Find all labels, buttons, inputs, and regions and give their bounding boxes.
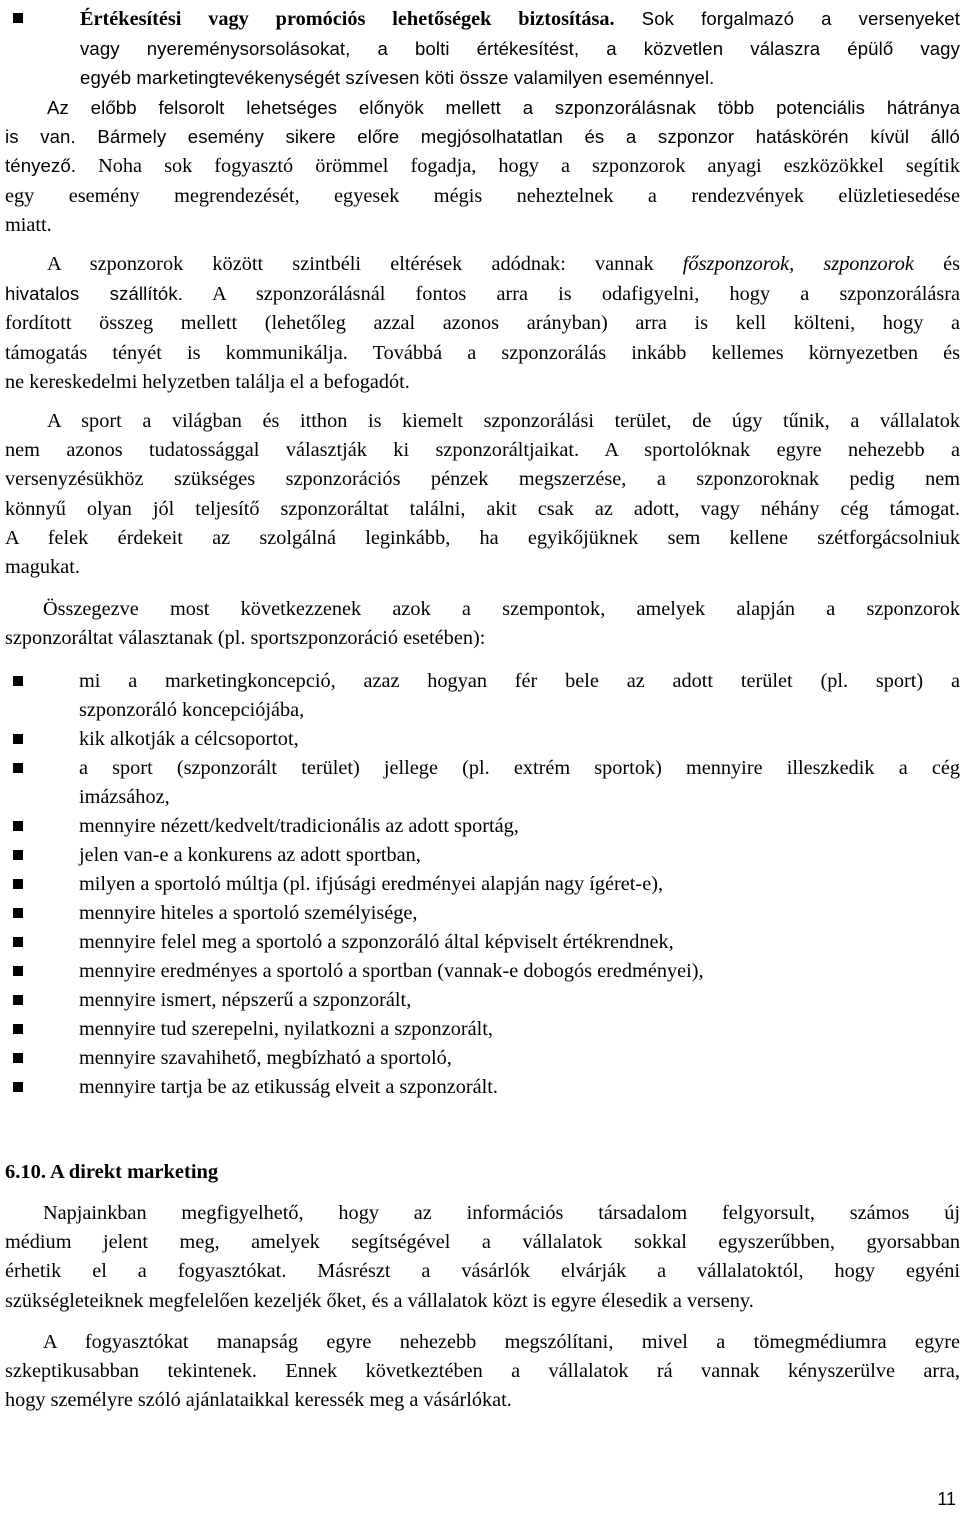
paragraph-summary: Összegezve most következzenek azok a szempontok, amelyek alapján a szponzorok szponzoráltat választanak (pl. sportszponzoráció esetében): — [5, 598, 960, 650]
paragraph-disadvantages: Az előbb felsorolt lehetséges előnyök mellett a szponzorálásnak több potenciális hátránya is van. Bármely esemény sikere előre megjósolhatatlan és a szponzor hatáskörén kívül álló tényező. Noha sok fogyasztó örömmel fogadja, hogy a szponzorok anyagi eszközökkel segítik egy esemény megrendezését, egyesek mégis neheztelnek a rendezvények elüzletiesedése miatt. — [5, 97, 960, 236]
paragraph-sponsor-levels: A szponzorok között szintbéli eltérések adódnak: vannak főszponzorok, szponzorok és hivatalos szállítók. A szponzorálásnál fontos arra is odafigyelni, hogy a szponzorálásra fordított összeg mellett (lehetőleg azzal azonos arányban) arra is kell költeni, hogy a támogatás tényét is kommunikálja. Továbbá a szponzorálás inkább kellemes környezetben és ne kereskedelmi helyzetben találja el a befogadót. — [5, 253, 960, 393]
square-bullet-icon — [13, 676, 23, 686]
paragraph-direct-marketing-2: A fogyasztókat manapság egyre nehezebb megszólítani, mivel a tömegmédiumra egyre szkeptikusabban tekintenek. Ennek következtében a vállalatok rá vannak kényszerülve arra, hogy személyre szóló ajánlataikkal keressék meg a vásárlókat. — [5, 1331, 960, 1412]
square-bullet-icon — [13, 1053, 23, 1063]
square-bullet-icon — [13, 821, 23, 831]
square-bullet-icon — [13, 1024, 23, 1034]
square-bullet-icon — [13, 13, 23, 23]
square-bullet-icon — [13, 763, 23, 773]
square-bullet-icon — [13, 995, 23, 1005]
promo-bold-lead: Értékesítési vagy promóciós lehetőségek biztosítása. — [80, 8, 615, 30]
section-heading: 6.10. A direkt marketing — [5, 1161, 219, 1183]
document-page: Értékesítési vagy promóciós lehetőségek biztosítása. Sok forgalmazó a versenyeket vagy nyereménysorsolásokat, a bolti értékesítést, a közvetlen válaszra épülő vagy egyéb marketingtevékenységét szívesen köti össze valamilyen eseménnyel. Az előbb felsorolt lehetséges előnyök mellett a szponzorálásnak több potenciális hátránya is van. Bármely esemény sikere előre megjósolhatatlan és a szponzor hatáskörén kívül álló tényező. Noha sok fogyasztó örömmel fogadja, hogy a szponzorok anyagi eszközökkel segítik egy esemény megrendezését, egyesek mégis neheztelnek a rendezvények elüzletiesedése miatt. A szponzorok között szintbéli eltérések adódnak: vannak főszponzorok, szponzorok és hivatalos szállítók. A szponzorálásnál fontos arra is odafigyelni, hogy a szponzorálásra fordított összeg mellett (lehetőleg azzal azonos arányban) arra is kell költeni, hogy a támogatás tényét is kommunikálja. Továbbá a szponzorálás inkább kellemes környezetben és ne kereskedelmi helyzetben találja el a befogadót. A sport a világban és itthon is kiemelt szponzorálási terület, de úgy tűnik, a vállalatok nem azonos tudatossággal választják ki szponzoráltjaikat. A sportolóknak egyre nehezebb a versenyzésükhöz szükséges szponzorációs pénzek megszerzése, a szponzoroknak pedig nem könnyű olyan jól teljesítő szponzoráltat találni, akit csak az adott, vagy néhány cég támogat. A felek érdekeit az szolgálná leginkább, ha egyikőjüknek sem kellene szétforgácsolniuk magukat. Összegezve most következzenek azok a szempontok, amelyek alapján a szponzorok szponzoráltat választanak (pl. sportszponzoráció esetében): mi a marketingkoncepció, azaz hogyan fér bele az adott terület (pl. sport) a szponzoráló koncepciójába, kik alkotják a célcsoportot, a sport (szponzorált terület) jellege (pl. extrém sportok) mennyire illeszkedik a cég imázsához, mennyire nézett/kedvelt/tradicionális az adott sportág, jelen van-e a konkurens az adott sportban, milyen a sportoló múltja (pl. ifjúsági eredményei alapján nagy ígéret-e), mennyire hiteles a sportoló személyisége, mennyire felel meg a sportoló a szponzoráló által képviselt értékrendnek, mennyire eredményes a sportoló a sportban (vannak-e dobogós eredményei), mennyire ismert, népszerű a szponzorált, mennyire tud szerepelni, nyilatkozni a szponzorált, mennyire szavahihető, megbízható a sportoló, mennyire tartja be az etikusság elveit a szponzorált. 6.10. A direkt marketing Napjainkban megfigyelhető, hogy az információs társadalom felgyorsult, számos új médium jelent meg, amelyek segítségével a vállalatok sokkal egyszerűbben, gyorsabban érhetik el a fogyasztókat. Másrészt a vásárlók elvárják a vállalatoktól, hogy egyéni szükségleteiknek megfelelően kezeljék őket, és a vállalatok közt is egyre élesedik a verseny. A fogyasztókat manapság egyre nehezebb megszólítani, mivel a tömegmédiumra egyre szkeptikusabban tekintenek. Ennek következtében a vállalatok rá vannak kényszerülve arra, hogy személyre szóló ajánlataikkal keressék meg a vásárlókat. 11 — [0, 0, 960, 1523]
square-bullet-icon — [13, 734, 23, 744]
square-bullet-icon — [13, 937, 23, 947]
sponsor-types-italic: főszponzorok, szponzorok — [682, 253, 914, 275]
square-bullet-icon — [13, 879, 23, 889]
square-bullet-icon — [13, 850, 23, 860]
square-bullet-icon — [13, 908, 23, 918]
square-bullet-icon — [13, 1082, 23, 1092]
paragraph-direct-marketing-1: Napjainkban megfigyelhető, hogy az információs társadalom felgyorsult, számos új médium jelent meg, amelyek segítségével a vállalatok sokkal egyszerűbben, gyorsabban érhetik el a fogyasztókat. Másrészt a vásárlók elvárják a vállalatoktól, hogy egyéni szükségleteiknek megfelelően kezeljék őket, és a vállalatok közt is egyre élesedik a verseny. — [5, 1202, 960, 1312]
square-bullet-icon — [13, 966, 23, 976]
page-number: 11 — [937, 1489, 956, 1509]
paragraph-sport: A sport a világban és itthon is kiemelt szponzorálási terület, de úgy tűnik, a vállalatok nem azonos tudatossággal választják ki szponzoráltjaikat. A sportolóknak egyre nehezebb a versenyzésükhöz szükséges szponzorációs pénzek megszerzése, a szponzoroknak pedig nem könnyű olyan jól teljesítő szponzoráltat találni, akit csak az adott, vagy néhány cég támogat. A felek érdekeit az szolgálná leginkább, ha egyikőjüknek sem kellene szétforgácsolniuk magukat. — [5, 410, 960, 579]
